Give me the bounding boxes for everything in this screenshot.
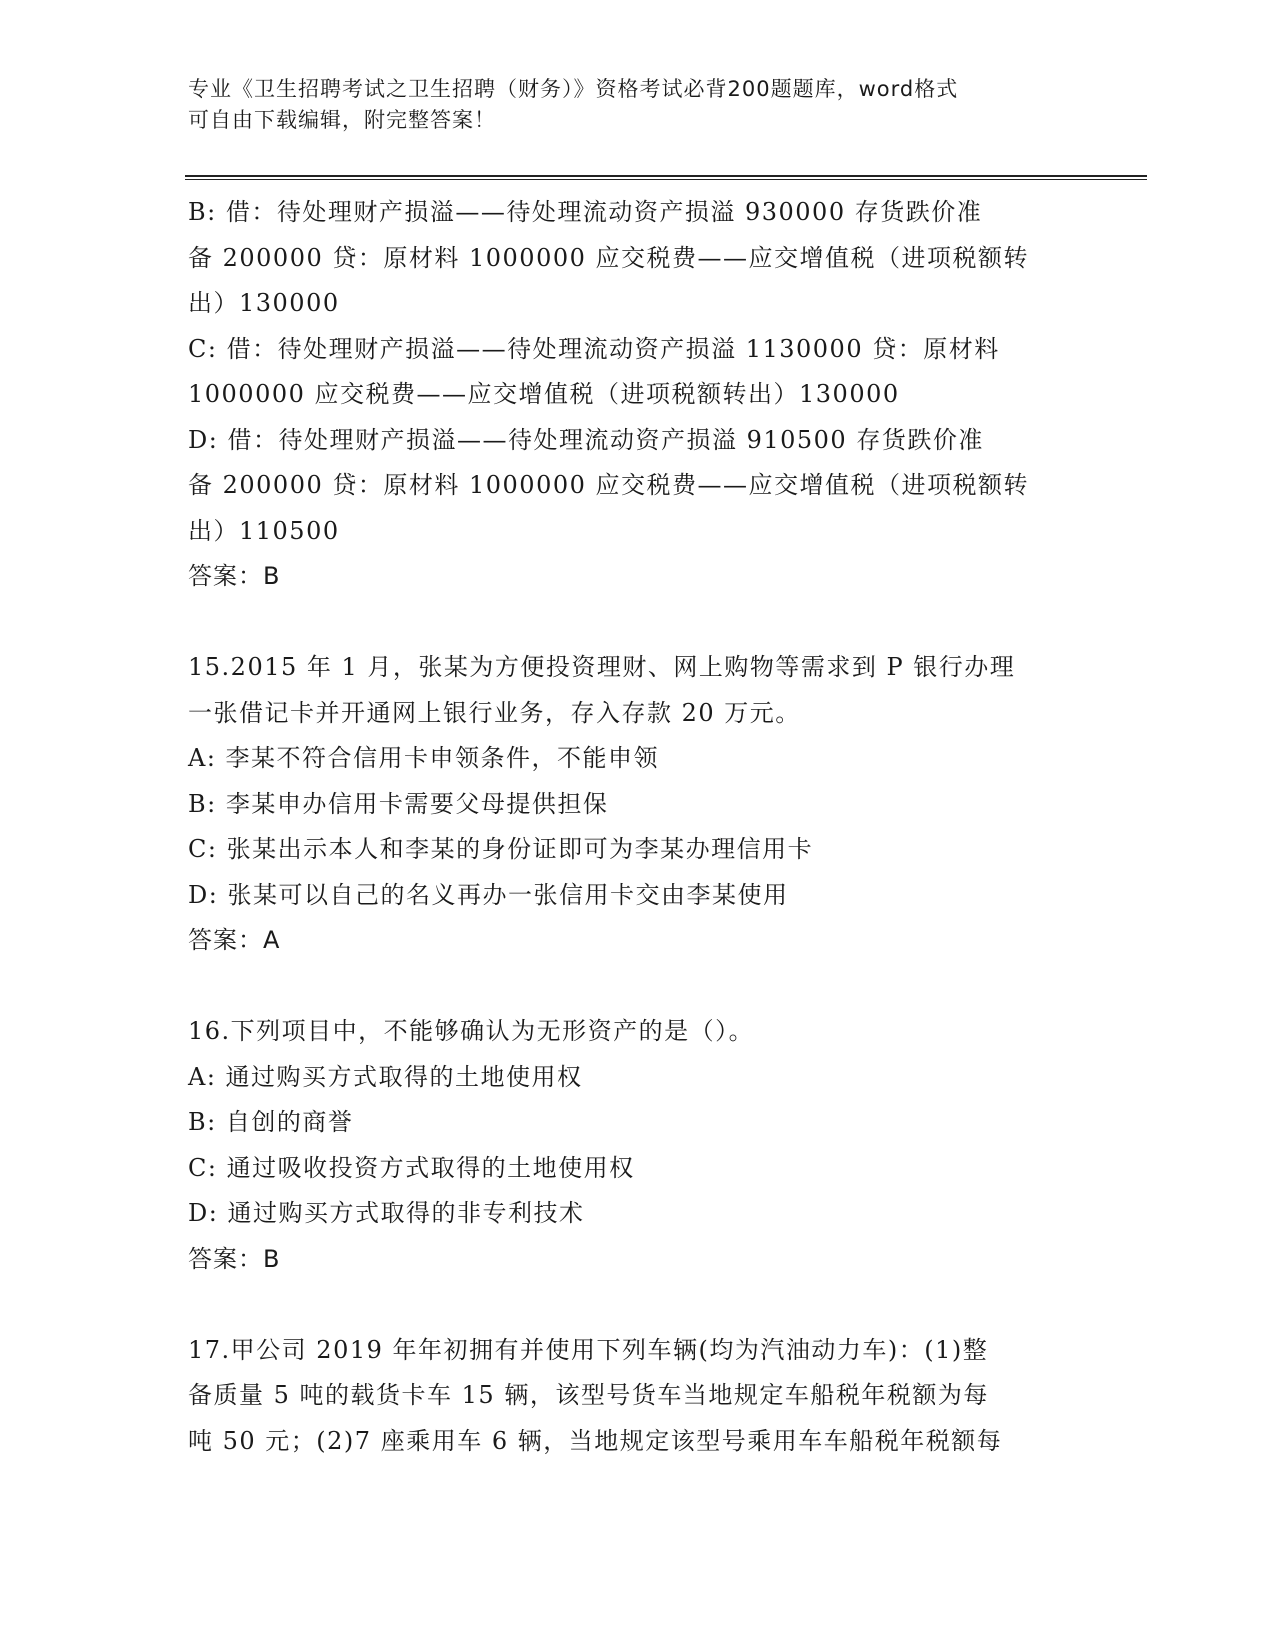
- q14-option-b-line-1: B: 借：待处理财产损溢——待处理流动资产损溢 930000 存货跌价准: [188, 198, 983, 226]
- q14-option-c-line-2: 1000000 应交税费——应交增值税（进项税额转出）130000: [188, 380, 900, 408]
- q16-answer: 答案：B: [188, 1244, 281, 1273]
- q15-option-d: D: 张某可以自己的名义再办一张信用卡交由李某使用: [188, 880, 789, 909]
- q14-option-c-line-1: C: 借：待处理财产损溢——待处理流动资产损溢 1130000 贷：原材料: [188, 334, 1000, 363]
- q16-option-c: C: 通过吸收投资方式取得的土地使用权: [188, 1153, 635, 1182]
- q16-option-a: A: 通过购买方式取得的土地使用权: [188, 1062, 583, 1091]
- spacer: [188, 1282, 1088, 1328]
- q15-option-a: A: 李某不符合信用卡申领条件，不能申领: [188, 744, 660, 772]
- q17-stem-line-1: 17.甲公司 2019 年年初拥有并使用下列车辆(均为汽油动力车)：(1)整: [188, 1335, 989, 1364]
- question-15: [188, 645, 1088, 964]
- header-title-line-1: 专业《卫生招聘考试之卫生招聘（财务）》资格考试必背200题题库，word格式: [188, 77, 959, 101]
- question-16: [188, 1009, 1088, 1282]
- q14-answer: 答案：B: [188, 562, 281, 590]
- q15-option-b: B: 李某申办信用卡需要父母提供担保: [188, 789, 609, 818]
- header-title-line-2: 可自由下载编辑，附完整答案！: [188, 108, 496, 132]
- spacer: [188, 964, 1088, 1010]
- q16-stem: 16.下列项目中，不能够确认为无形资产的是（）。: [188, 1017, 755, 1045]
- q17-stem-line-2: 备质量 5 吨的载货卡车 15 辆，该型号货车当地规定车船税年税额为每: [188, 1381, 989, 1409]
- document-body: [188, 190, 1088, 1464]
- question-14: [188, 190, 1088, 600]
- question-17: [188, 1328, 1088, 1465]
- q16-option-b: B: 自创的商誉: [188, 1108, 354, 1136]
- spacer: [188, 600, 1088, 646]
- q14-option-d-line-3: 出）110500: [188, 516, 340, 545]
- header-divider: [185, 175, 1147, 180]
- q15-stem-line-1: 15.2015 年 1 月，张某为方便投资理财、网上购物等需求到 P 银行办理: [188, 653, 1016, 681]
- q14-option-d-line-1: D: 借：待处理财产损溢——待处理流动资产损溢 910500 存货跌价准: [188, 425, 984, 454]
- q14-option-b-line-2: 备 200000 贷：原材料 1000000 应交税费——应交增值税（进项税额转: [188, 243, 1030, 272]
- document-header: [188, 74, 1088, 136]
- q17-stem-line-3: 吨 50 元；(2)7 座乘用车 6 辆，当地规定该型号乘用车车船税年税额每: [188, 1426, 1003, 1455]
- q15-answer: 答案：A: [188, 926, 281, 954]
- q16-option-d: D: 通过购买方式取得的非专利技术: [188, 1199, 585, 1227]
- q15-option-c: C: 张某出示本人和李某的身份证即可为李某办理信用卡: [188, 835, 814, 863]
- q14-option-b-line-3: 出）130000: [188, 289, 340, 317]
- q14-option-d-line-2: 备 200000 贷：原材料 1000000 应交税费——应交增值税（进项税额转: [188, 471, 1030, 499]
- q15-stem-line-2: 一张借记卡并开通网上银行业务，存入存款 20 万元。: [188, 698, 801, 727]
